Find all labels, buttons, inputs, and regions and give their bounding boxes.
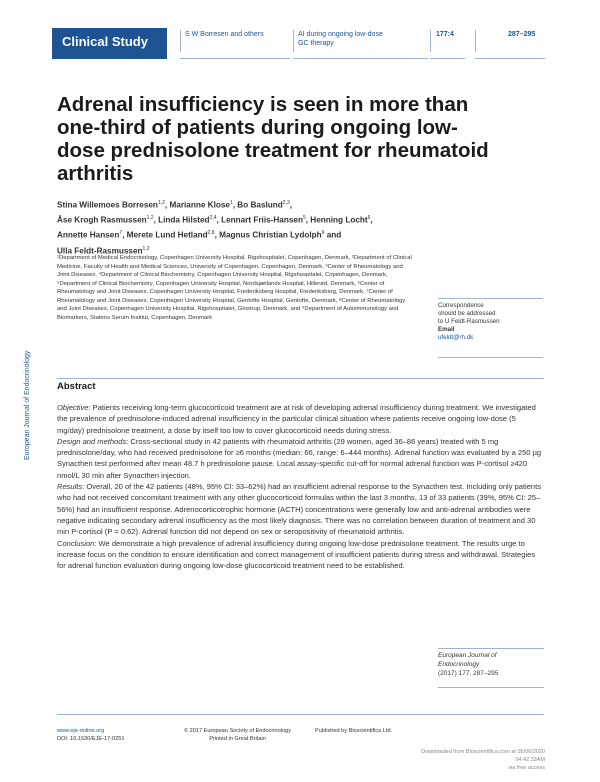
conclusion-label: Conclusion bbox=[57, 538, 95, 548]
footer-left bbox=[57, 727, 124, 743]
correspondence-line: Correspondence bbox=[438, 302, 484, 309]
header-rule bbox=[475, 58, 545, 59]
correspondence-box bbox=[438, 298, 543, 358]
abstract-design bbox=[57, 436, 544, 481]
design-label: Design and methods bbox=[57, 436, 127, 446]
abstract-rule bbox=[57, 378, 544, 379]
via-line: via free access bbox=[508, 765, 545, 771]
design-text: : Cross-sectional study in 42 patients with rheumatoid arthritis (29 women, aged 36–86 years) treated with 5 mg prednisolone/day, who had received prednisolone for ≥6 months (median: 66, range: 6–444 months). Adrenal function was evaluated by a 250 µg Synacthen test performed after mean 48.7 h prednisolone pause. Local assay-specific cut-off for normal adrenal function was P-cortisol ≥420 nmol/L 30 min after Synacthen injection. bbox=[57, 436, 542, 480]
journal-url-link[interactable]: www.eje-online.org bbox=[57, 728, 105, 734]
header-running-title bbox=[298, 30, 383, 48]
header-pages: 287–295 bbox=[508, 31, 536, 38]
header-rule bbox=[430, 58, 465, 59]
abstract-body bbox=[57, 402, 544, 571]
header-divider bbox=[180, 30, 181, 52]
article-title: Adrenal insufficiency is seen in more than one-third of patients during ongoing low-dose prednisolone treatment for rheumatoid arthritis bbox=[57, 93, 489, 185]
citation-box bbox=[438, 648, 544, 688]
abstract-heading: Abstract bbox=[57, 381, 96, 392]
header-rule bbox=[293, 58, 428, 59]
publisher: Published by Bioscientifica Ltd. bbox=[315, 728, 393, 734]
running-title-line2: GC therapy bbox=[298, 40, 334, 47]
email-link[interactable]: ufeldt@rh.dk bbox=[438, 334, 474, 341]
abstract-conclusion bbox=[57, 538, 544, 572]
conclusion-text: : We demonstrate a high prevalence of adrenal insufficiency during ongoing low-dose prednisolone treatment. The results urge to increase focus on the condition to ensure identification and correct management of insufficient patients during stress and withdrawal. Strategies for adrenal function evaluation during ongoing low-dose glucocorticoid treatment need to be established. bbox=[57, 538, 536, 571]
downloaded-line: Downloaded from Bioscientifica.com at 05/06/2020 04:42:33AM bbox=[421, 749, 545, 763]
header-divider bbox=[430, 30, 431, 52]
abstract-results bbox=[57, 481, 544, 537]
citation-journal-2: Endocrinology bbox=[438, 661, 480, 668]
download-note bbox=[415, 748, 545, 772]
header-divider bbox=[293, 30, 294, 52]
header-authors: S W Borresen and others bbox=[185, 31, 264, 38]
header-divider bbox=[475, 30, 476, 52]
citation-journal: European Journal of bbox=[438, 652, 497, 659]
running-title-line1: AI during ongoing low-dose bbox=[298, 31, 383, 38]
footer-center bbox=[175, 727, 300, 743]
copyright: © 2017 European Society of Endocrinology bbox=[183, 728, 292, 734]
header-rule bbox=[180, 58, 290, 59]
abstract-objective bbox=[57, 402, 544, 436]
side-journal-title: European Journal of Endocrinology bbox=[24, 350, 31, 460]
correspondence-line: to U Feldt-Rasmussen bbox=[438, 318, 500, 325]
section-label: Clinical Study bbox=[52, 28, 167, 56]
footer-rule bbox=[57, 714, 544, 715]
objective-label: Objective bbox=[57, 403, 89, 412]
correspondence-line: should be addressed bbox=[438, 310, 496, 317]
section-rule bbox=[52, 56, 167, 59]
affiliations: ¹Department of Medical Endocrinology, Copenhagen University Hospital, Rigshospitalet, Copenhagen, Denmark, ²Department of Clinical Medicine, Faculty of Health and Medical Sciences, University of Copenhagen, Copenhagen, Denmark, ³Center of Rheumatology and Joint Diseases, ⁴Department of Clinical Biochemistry, Copenhagen University Hospital, Rigshospitalet, Copenhagen, Denmark, ⁵Department of Clinical Biochemistry, Copenhagen University Hospital, Nordsjællands Hospital, Hillerød, Denmark, ⁶Center of Rheumatology and Joint Diseases, Copenhagen University Hospital, Frederiksberg Hospital, Frederiksberg, Denmark, ⁷Center of Rheumatology and Joint Diseases, Copenhagen University Hospital, Gentofte Hospital, Gentofte, Denmark, ⁸Center of Rheumatology and Joint Diseases, Copenhagen University Hospital, Rigshospitalet, Glostrup, Denmark, and ⁹Department of Autoimmunology and Biomarkers, Statens Serum Institut, Copenhagen, Denmark bbox=[57, 255, 412, 321]
results-label: Results bbox=[57, 482, 83, 492]
citation-ref: (2017) 177, 287–295 bbox=[438, 670, 499, 677]
results-text: : Overall, 20 of the 42 patients (48%, 95% CI: 33–62%) had an insufficient adrenal response to the Synacthen test. Including only patients who had not received concomitant treatment with any other glucocorticoid formulas within the last 3 months, 13 of 33 patients (39%, 95% CI: 25–56%) had an insufficient response. Adrenocorticotrophic hormone (ACTH) concentrations were generally low and anti-adrenal antibodies were negative indicating secondary adrenal insufficiency as the most likely diagnosis. There was no correlation between duration of treatment and 30 min P-cortisol (P = 0.62). Adrenal function did not depend on sex or seropositivity of rheumatoid arthritis. bbox=[57, 482, 542, 537]
author-list: Stina Willemoes Borresen$^{1,2}$, Marianne Klose$^1$, Bo Baslund$^{2,3}$, Åse Krogh Rasmussen$^{1,2}$, Linda Hilsted$^{2,4}$, Lennart Friis-Hansen$^5$, Henning Locht$^6$, Annette Hansen$^7$, Merete Lund Hetland$^{2,8}$, Magnus Christian Lydolph$^9$ and Ulla Feldt-Rasmussen$^{1,2}$ bbox=[57, 200, 373, 256]
printed: Printed in Great Britain bbox=[209, 736, 266, 742]
header-volume: 177:4 bbox=[436, 31, 454, 38]
doi: DOI: 10.1530/EJE-17-0251 bbox=[57, 736, 125, 742]
objective-text: : Patients receiving long-term glucocorticoid treatment are at risk of developing adrenal insufficiency during treatment. We investigated the prevalence of prednisolone-induced adrenal insufficiency in the particular clinical situation where patients receive ongoing low-dose (5 mg/day) prednisolone treatment, a dose by itself too low to cover glucocorticoid needs during stress. bbox=[57, 403, 536, 435]
email-label: Email bbox=[438, 326, 455, 333]
